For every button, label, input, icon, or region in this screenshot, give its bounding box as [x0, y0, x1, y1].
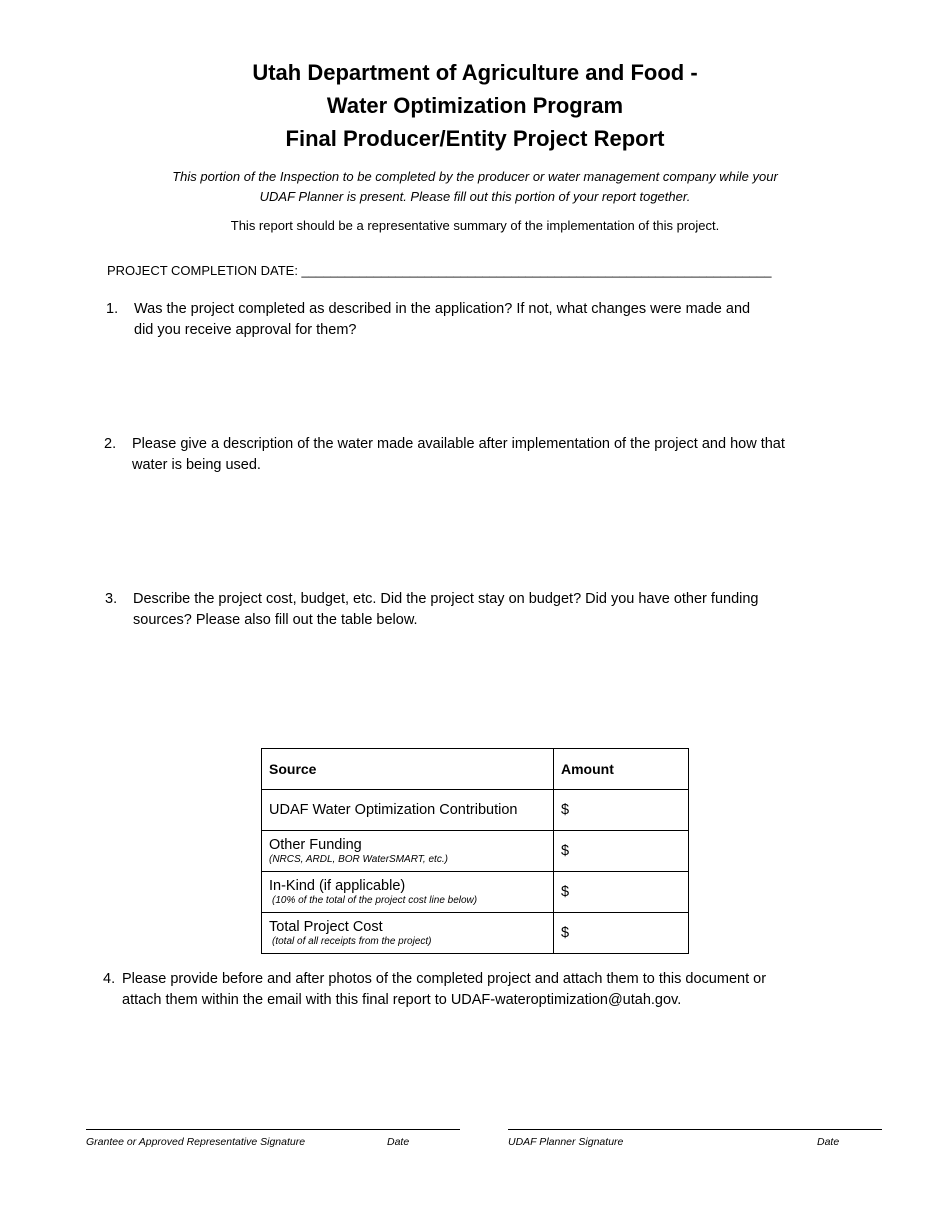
amount-value: $: [561, 843, 570, 859]
column-header-source: Source: [262, 749, 554, 790]
source-note: (10% of the total of the project cost line below): [272, 895, 478, 906]
table-row: [262, 872, 689, 913]
planner-signature-line[interactable]: [508, 1129, 882, 1130]
question-number: 2.: [104, 436, 117, 452]
intro-summary: This report should be a representative summary of the implementation of this project.: [230, 218, 720, 233]
intro-instructions: [0, 167, 950, 206]
source-label: Total Project Cost: [269, 919, 383, 935]
question-text-line: Please provide before and after photos of the completed project and attach them to this document or: [122, 971, 767, 987]
question-text-line: Please give a description of the water made available after implementation of the project and how that: [132, 436, 785, 452]
source-note: (total of all receipts from the project): [272, 936, 432, 947]
source-note: (NRCS, ARDL, BOR WaterSMART, etc.): [269, 854, 448, 865]
source-cell: [262, 831, 554, 872]
question-text-line: attach them within the email with this final report to UDAF-wateroptimization@utah.gov.: [122, 991, 682, 1008]
source-cell: [262, 913, 554, 954]
table-row: [262, 790, 689, 831]
question-number: 3.: [105, 591, 118, 607]
page-title: [0, 56, 950, 155]
amount-value: $: [561, 884, 570, 900]
amount-value: $: [561, 925, 570, 941]
question-text-line: Was the project completed as described in the application? If not, what changes were made and: [134, 301, 751, 317]
source-label: In-Kind (if applicable): [269, 878, 406, 894]
grantee-signature-label: Grantee or Approved Representative Signature: [86, 1136, 306, 1148]
question-3: [105, 589, 759, 630]
source-cell: [262, 872, 554, 913]
amount-cell[interactable]: [554, 790, 689, 831]
amount-value: $: [561, 802, 570, 818]
grantee-date-label: Date: [387, 1136, 410, 1148]
column-header-amount: Amount: [554, 749, 689, 790]
planner-signature-label: UDAF Planner Signature: [508, 1136, 624, 1148]
grantee-signature-line[interactable]: [86, 1129, 460, 1130]
question-4: [103, 969, 766, 1010]
source-label: UDAF Water Optimization Contribution: [269, 802, 518, 818]
question-text-line: did you receive approval for them?: [134, 321, 357, 338]
completion-date-field[interactable]: [107, 263, 772, 278]
question-text-line: water is being used.: [132, 456, 261, 473]
source-cell: [262, 790, 554, 831]
amount-cell[interactable]: [554, 913, 689, 954]
question-1: [106, 299, 750, 340]
amount-cell[interactable]: [554, 872, 689, 913]
table-row: [262, 831, 689, 872]
completion-date-label: PROJECT COMPLETION DATE:: [107, 263, 302, 278]
amount-cell[interactable]: [554, 831, 689, 872]
question-text-line: Describe the project cost, budget, etc. Did the project stay on budget? Did you have other funding: [133, 591, 759, 607]
question-text-line: sources? Please also fill out the table below.: [133, 611, 418, 628]
question-2: [104, 434, 785, 475]
title-line-1: Utah Department of Agriculture and Food -: [252, 60, 698, 85]
question-number: 4.: [103, 971, 116, 987]
table-row: [262, 913, 689, 954]
funding-table: [261, 748, 689, 954]
table-header-row: [262, 749, 689, 790]
question-number: 1.: [106, 301, 119, 317]
title-line-2: Water Optimization Program: [326, 93, 624, 118]
source-label: Other Funding: [269, 837, 362, 853]
planner-date-label: Date: [817, 1136, 840, 1148]
intro-line-2: UDAF Planner is present. Please fill out this portion of your report together.: [259, 188, 691, 204]
title-line-3: Final Producer/Entity Project Report: [285, 126, 665, 151]
completion-date-blank[interactable]: _________________________________________________________________: [301, 263, 772, 278]
intro-line-1: This portion of the Inspection to be completed by the producer or water management company while your: [172, 169, 778, 184]
